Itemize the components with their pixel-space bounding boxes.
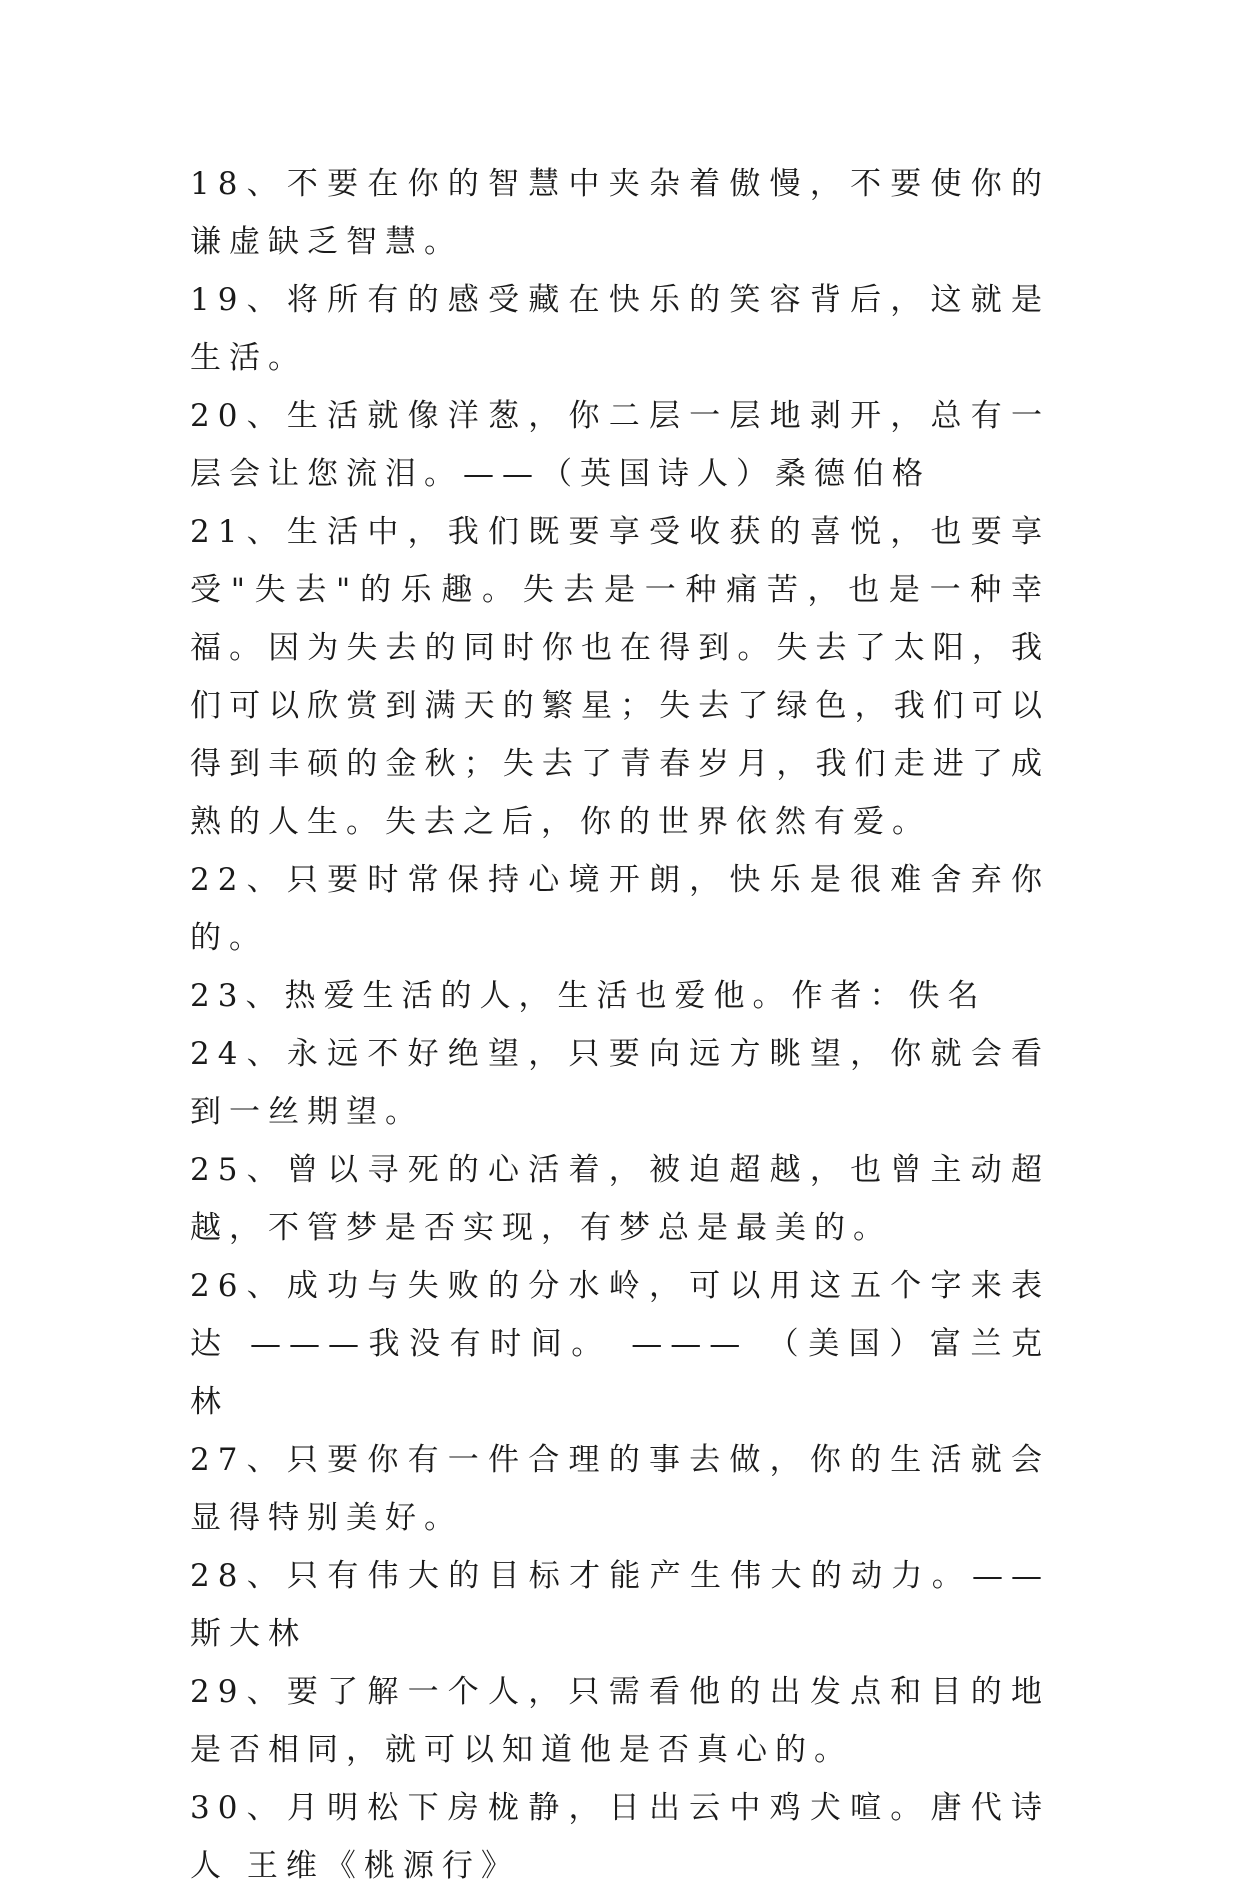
quote-23: 23、热爱生活的人，生活也爱他。作者：佚名 bbox=[190, 978, 987, 1014]
quote-29: 29、要了解一个人，只需看他的出发点和目的地是否相同，就可以知道他是否真心的。 bbox=[190, 1674, 1050, 1768]
quote-28: 28、只有伟大的目标才能产生伟大的动力。——斯大林 bbox=[190, 1558, 1050, 1652]
quote-27: 27、只要你有一件合理的事去做，你的生活就会显得特别美好。 bbox=[190, 1442, 1050, 1536]
quote-26: 26、成功与失败的分水岭，可以用这五个字来表达 ———我没有时间。 ——— （美国）富兰克林 bbox=[190, 1268, 1050, 1420]
quote-19: 19、将所有的感受藏在快乐的笑容背后，这就是生活。 bbox=[190, 282, 1050, 376]
quote-24: 24、永远不好绝望，只要向远方眺望，你就会看到一丝期望。 bbox=[190, 1036, 1050, 1130]
quote-22: 22、只要时常保持心境开朗，快乐是很难舍弃你的。 bbox=[190, 862, 1050, 956]
quote-list bbox=[190, 155, 1050, 1895]
quote-20: 20、生活就像洋葱，你二层一层地剥开，总有一层会让您流泪。——（英国诗人）桑德伯格 bbox=[190, 398, 1050, 492]
quote-21: 21、生活中，我们既要享受收获的喜悦，也要享受"失去"的乐趣。失去是一种痛苦，也是一种幸福。因为失去的同时你也在得到。失去了太阳，我们可以欣赏到满天的繁星；失去了绿色，我们可以得到丰硕的金秋；失去了青春岁月，我们走进了成熟的人生。失去之后，你的世界依然有爱。 bbox=[190, 514, 1050, 840]
quote-30: 30、月明松下房栊静，日出云中鸡犬喧。唐代诗人 王维《桃源行》 bbox=[190, 1790, 1050, 1884]
quote-18: 18、不要在你的智慧中夹杂着傲慢，不要使你的谦虚缺乏智慧。 bbox=[190, 166, 1050, 260]
quote-25: 25、曾以寻死的心活着，被迫超越，也曾主动超越，不管梦是否实现，有梦总是最美的。 bbox=[190, 1152, 1050, 1246]
